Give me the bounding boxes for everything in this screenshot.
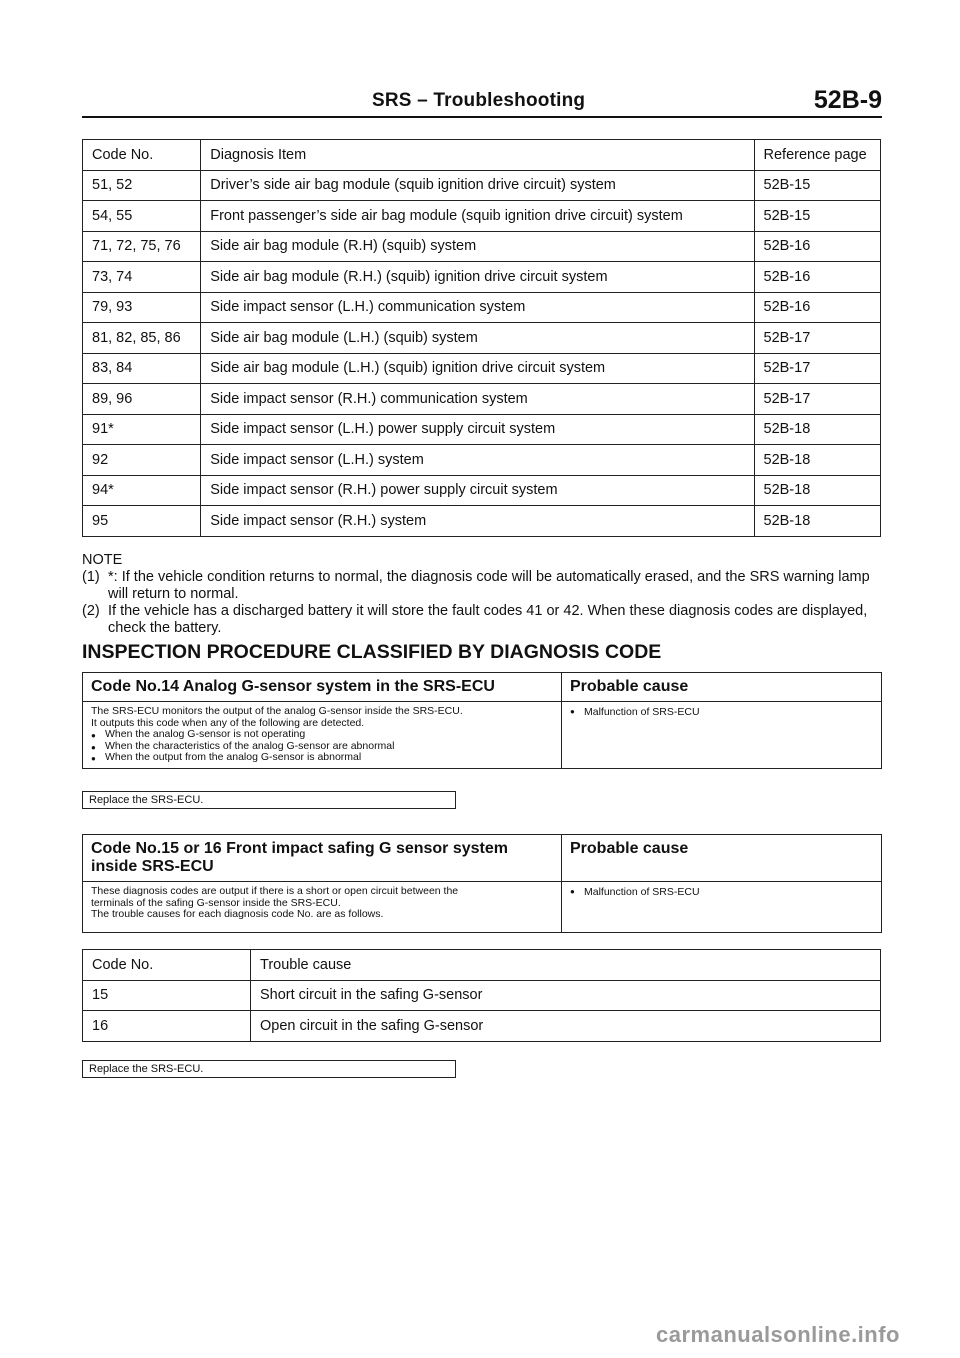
reference-cell: 52B-17 xyxy=(754,353,881,384)
code15-action-box: Replace the SRS-ECU. xyxy=(82,1060,456,1078)
diagnosis-cell: Side air bag module (L.H.) (squib) ignition drive circuit system xyxy=(201,353,754,384)
reference-cell: 52B-15 xyxy=(754,201,881,232)
cause-item: ● Malfunction of SRS-ECU xyxy=(570,706,873,718)
diagnosis-cell: Side air bag module (R.H) (squib) system xyxy=(201,231,754,262)
reference-cell: 52B-17 xyxy=(754,384,881,415)
code14-cause xyxy=(562,702,881,768)
diagnosis-cell: Side impact sensor (R.H.) communication system xyxy=(201,384,754,415)
code-cell: 15 xyxy=(83,980,251,1011)
bullet-item: ● When the output from the analog G-sensor is abnormal xyxy=(91,752,553,764)
description-line: terminals of the safing G-sensor inside the SRS-ECU. xyxy=(91,896,341,909)
col-header-trouble: Trouble cause xyxy=(251,950,881,981)
diagnosis-cell: Front passenger’s side air bag module (squib ignition drive circuit) system xyxy=(201,201,754,232)
trouble-cell: Open circuit in the safing G-sensor xyxy=(251,1011,881,1042)
table-row xyxy=(83,414,881,445)
bullet-item: ● When the analog G-sensor is not operating xyxy=(91,729,553,741)
reference-cell: 52B-16 xyxy=(754,262,881,293)
page-number: 52B-9 xyxy=(813,86,882,114)
code15-description xyxy=(83,882,562,932)
table-row xyxy=(83,475,881,506)
note-number: (1) xyxy=(82,569,100,585)
title-line: Code No.15 or 16 Front impact safing G sensor system xyxy=(91,840,508,857)
description-line: It outputs this code when any of the following are detected. xyxy=(91,716,365,729)
code14-cause-header: Probable cause xyxy=(570,678,689,695)
reference-cell: 52B-18 xyxy=(754,445,881,476)
reference-cell: 52B-18 xyxy=(754,475,881,506)
diagnosis-cell: Side impact sensor (L.H.) communication system xyxy=(201,292,754,323)
page-header xyxy=(82,86,882,116)
table-row xyxy=(83,445,881,476)
bullet-item: ● When the characteristics of the analog G-sensor are abnormal xyxy=(91,741,553,753)
code15-cause xyxy=(562,882,881,932)
watermark: carmanualsonline.info xyxy=(656,1322,900,1347)
code14-header xyxy=(83,673,881,702)
diagnosis-cell: Driver’s side air bag module (squib ignition drive circuit) system xyxy=(201,170,754,201)
reference-cell: 52B-16 xyxy=(754,231,881,262)
table-row xyxy=(83,292,881,323)
code15-cause-header: Probable cause xyxy=(570,840,689,857)
diagnosis-cell: Side impact sensor (R.H.) power supply circuit system xyxy=(201,475,754,506)
code14-title: Code No.14 Analog G-sensor system in the SRS-ECU xyxy=(83,673,562,701)
code14-body xyxy=(83,702,881,768)
diagnosis-cell: Side air bag module (L.H.) (squib) system xyxy=(201,323,754,354)
table-row xyxy=(83,384,881,415)
table-row xyxy=(83,980,881,1011)
col-header-reference: Reference page xyxy=(754,140,881,171)
code-cell: 81, 82, 85, 86 xyxy=(83,323,201,354)
table-row xyxy=(83,1011,881,1042)
col-header-code: Code No. xyxy=(83,950,251,981)
note-number: (2) xyxy=(82,603,100,619)
header-rule xyxy=(82,116,882,118)
code-cell: 91* xyxy=(83,414,201,445)
note-block xyxy=(82,552,882,637)
table-header-row xyxy=(83,140,881,171)
section-title: INSPECTION PROCEDURE CLASSIFIED BY DIAGNOSIS CODE xyxy=(82,641,662,663)
code-cell: 73, 74 xyxy=(83,262,201,293)
table-row xyxy=(83,231,881,262)
code-cell: 79, 93 xyxy=(83,292,201,323)
code15-header xyxy=(83,835,881,882)
code-cell: 92 xyxy=(83,445,201,476)
code15-body xyxy=(83,882,881,932)
code14-box xyxy=(82,672,882,769)
table-row xyxy=(83,506,881,537)
note-label: NOTE xyxy=(82,552,123,568)
code-cell: 54, 55 xyxy=(83,201,201,232)
note-item xyxy=(82,569,882,603)
note-text: If the vehicle has a discharged battery it will store the fault codes 41 or 42. When these diagnosis codes are displayed, check the battery. xyxy=(108,603,868,636)
table-row xyxy=(83,353,881,384)
table-row xyxy=(83,262,881,293)
description-line: The trouble causes for each diagnosis code No. are as follows. xyxy=(91,908,384,920)
reference-cell: 52B-17 xyxy=(754,323,881,354)
diagnosis-cell: Side impact sensor (L.H.) system xyxy=(201,445,754,476)
page-title: SRS – Troubleshooting xyxy=(372,90,586,111)
col-header-diagnosis: Diagnosis Item xyxy=(201,140,754,171)
title-line: inside SRS-ECU xyxy=(91,858,214,875)
col-header-code: Code No. xyxy=(83,140,201,171)
table-row xyxy=(83,201,881,232)
code14-description xyxy=(83,702,562,768)
table-row xyxy=(83,323,881,354)
diagnosis-cell: Side impact sensor (R.H.) system xyxy=(201,506,754,537)
code-cell: 83, 84 xyxy=(83,353,201,384)
diagnosis-codes-table xyxy=(82,139,881,537)
cause-item: ● Malfunction of SRS-ECU xyxy=(570,886,873,898)
diagnosis-cell: Side impact sensor (L.H.) power supply circuit system xyxy=(201,414,754,445)
trouble-cell: Short circuit in the safing G-sensor xyxy=(251,980,881,1011)
reference-cell: 52B-16 xyxy=(754,292,881,323)
code15-title xyxy=(83,835,562,881)
code-cell: 89, 96 xyxy=(83,384,201,415)
note-text: *: If the vehicle condition returns to normal, the diagnosis code will be automatically erased, and the SRS warning lamp will return to normal. xyxy=(108,569,870,602)
reference-cell: 52B-18 xyxy=(754,506,881,537)
code-cell: 71, 72, 75, 76 xyxy=(83,231,201,262)
diagnosis-cell: Side air bag module (R.H.) (squib) ignition drive circuit system xyxy=(201,262,754,293)
trouble-cause-table xyxy=(82,949,881,1042)
code-cell: 51, 52 xyxy=(83,170,201,201)
note-item xyxy=(82,603,882,637)
code14-action-box: Replace the SRS-ECU. xyxy=(82,791,456,809)
code15-box xyxy=(82,834,882,933)
code-cell: 94* xyxy=(83,475,201,506)
description-line: The SRS-ECU monitors the output of the analog G-sensor inside the SRS-ECU. xyxy=(91,705,463,717)
table-header-row xyxy=(83,950,881,981)
reference-cell: 52B-15 xyxy=(754,170,881,201)
description-line: These diagnosis codes are output if there is a short or open circuit between the xyxy=(91,885,459,897)
reference-cell: 52B-18 xyxy=(754,414,881,445)
code-cell: 16 xyxy=(83,1011,251,1042)
table-row xyxy=(83,170,881,201)
code-cell: 95 xyxy=(83,506,201,537)
